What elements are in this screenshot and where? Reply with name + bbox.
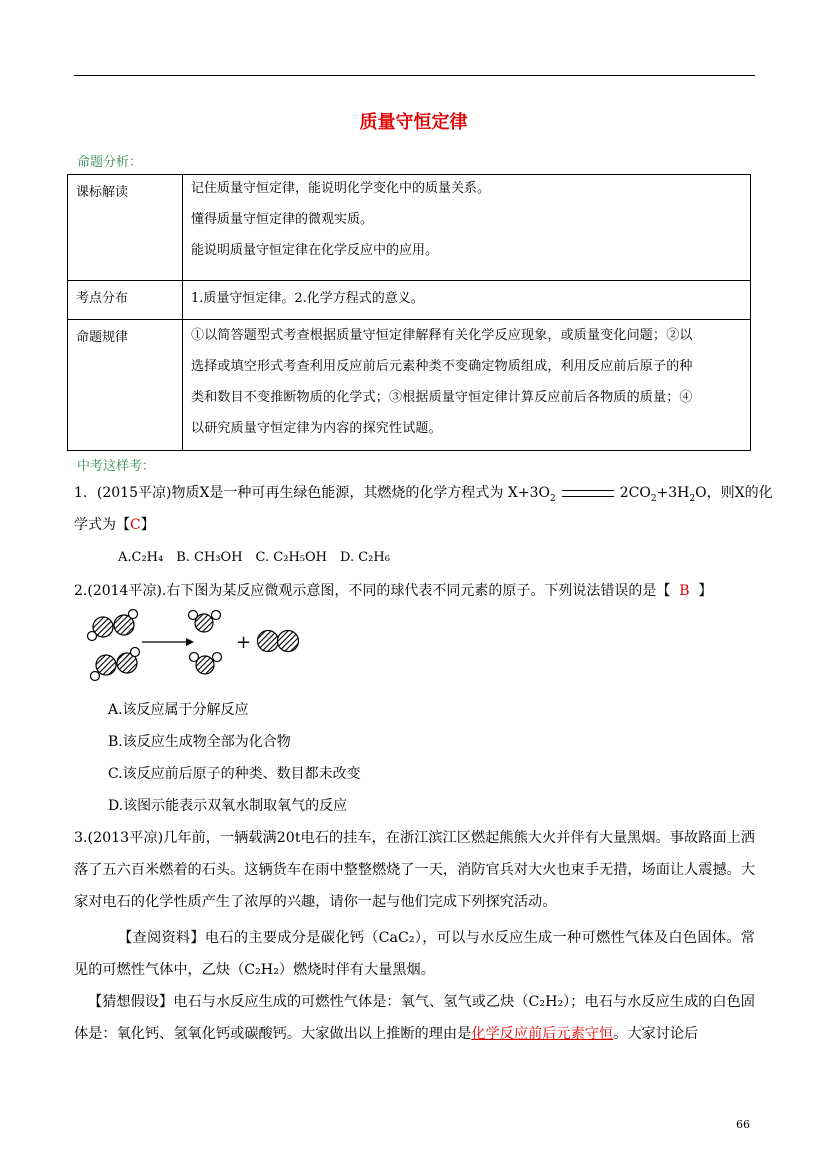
q1-text: 】 [140, 517, 155, 533]
content-line: 能说明质量守恒定律在化学反应中的应用。 [191, 243, 439, 258]
product-molecule [189, 611, 221, 633]
reaction-diagram [86, 606, 316, 686]
q1-text: 学式为【 [74, 517, 130, 533]
q2-option: A.该反应属于分解反应 [108, 702, 249, 718]
content-line: ①以简答题型式考查根据质量守恒定律解释有关化学反应现象，或质量变化问题；②以 [191, 328, 693, 343]
q3-paragraph: 【查阅资料】电石的主要成分是碳化钙（CaC₂），可以与水反应生成一种可燃性气体及白色固体。常见的可燃性气体中，乙炔（C₂H₂）燃烧时伴有大量黑烟。 [74, 930, 755, 978]
page-number: 66 [736, 1118, 750, 1131]
row-header: 考点分布 [68, 281, 183, 320]
q2-text: 】 [698, 583, 713, 599]
section-label-exam: 中考这样考： [77, 459, 156, 474]
q1-options: A.C₂H₄ B. CH₃OH C. C₂H₅OH D. C₂H₆ [118, 550, 390, 565]
q3-text: 【猜想假设】电石与水反应生成的可燃性气体是：氧气、氢气或乙炔（C₂H₂）；电石与水反应生成的白色固体是：氧化钙、氢氧化钙或碳酸钙。大家做出以上推断的理由是 [74, 994, 755, 1042]
q2-option: D.该图示能表示双氧水制取氧气的反应 [108, 798, 348, 814]
q3-text: 。大家讨论后 [613, 1026, 699, 1042]
q1-sub: 2 [689, 493, 696, 504]
product-molecule [258, 631, 299, 652]
plus-sign: + [236, 632, 252, 653]
table-row [68, 175, 751, 281]
reactant-molecule [91, 648, 140, 681]
q1-answer: C [130, 517, 141, 533]
content-line: 以研究质量守恒定律为内容的探究性试题。 [191, 421, 442, 436]
table-row [68, 320, 751, 451]
q1-sub: 2 [650, 493, 657, 504]
table-row [68, 281, 751, 320]
q2-option: B.该反应生成物全部为化合物 [108, 734, 291, 750]
reaction-arrow [142, 638, 194, 646]
q2-stem [74, 584, 712, 598]
q1-text: 2CO [619, 485, 651, 501]
row-content: 1.质量守恒定律。2.化学方程式的意义。 [183, 281, 751, 320]
q2-answer: B [679, 583, 690, 599]
q1-text: +3H [656, 485, 690, 501]
page-title: 质量守恒定律 [359, 112, 468, 133]
row-content [183, 320, 751, 451]
q1-sub: 2 [549, 493, 556, 504]
row-header: 命题规律 [68, 320, 183, 451]
content-line: 类和数目不变推断物质的化学式；③根据质量守恒定律计算反应前后各物质的质量；④ [191, 390, 693, 405]
header-rule [74, 75, 755, 76]
q3-paragraph [74, 986, 755, 1050]
q2-option: C.该反应前后原子的种类、数目都未改变 [108, 766, 361, 782]
q1-text: 1．(2015平凉)物质X是一种可再生绿色能源，其燃烧的化学方程式为 X+3O [74, 485, 550, 501]
content-line: 懂得质量守恒定律的微观实质。 [191, 212, 374, 227]
product-molecule [190, 653, 222, 675]
content-line: 选择或填空形式考查利用反应前后元素种类不变确定物质组成，利用反应前后原子的种 [191, 359, 693, 374]
equation-equals [562, 490, 614, 497]
content-line: 记住质量守恒定律，能说明化学变化中的质量关系。 [191, 181, 491, 196]
row-header: 课标解读 [68, 175, 183, 281]
q1-text: O，则X的化 [695, 485, 773, 501]
q3-answer: 化学反应前后元素守恒 [471, 1026, 614, 1042]
analysis-table [67, 174, 751, 451]
section-label-analysis: 命题分析： [77, 155, 143, 170]
reactant-molecule [88, 610, 138, 641]
q3-paragraph: 3.(2013平凉)几年前，一辆载满20t电石的挂车，在浙江滨江区燃起熊熊大火并伴有大量黑烟。事故路面上洒落了五六百米燃着的石头。这辆货车在雨中整整燃烧了一天，消防官兵对大火也束手无措，场面让人震撼。大家对电石的化学性质产生了浓厚的兴趣，请你一起与他们完成下列探究活动。 [74, 830, 756, 910]
q2-text: 2.(2014平凉).右下图为某反应微观示意图，不同的球代表不同元素的原子。下列说法错误的是【 [74, 583, 671, 599]
row-content [183, 175, 751, 281]
q1-line1 [74, 486, 773, 506]
q1-line2 [74, 518, 155, 532]
